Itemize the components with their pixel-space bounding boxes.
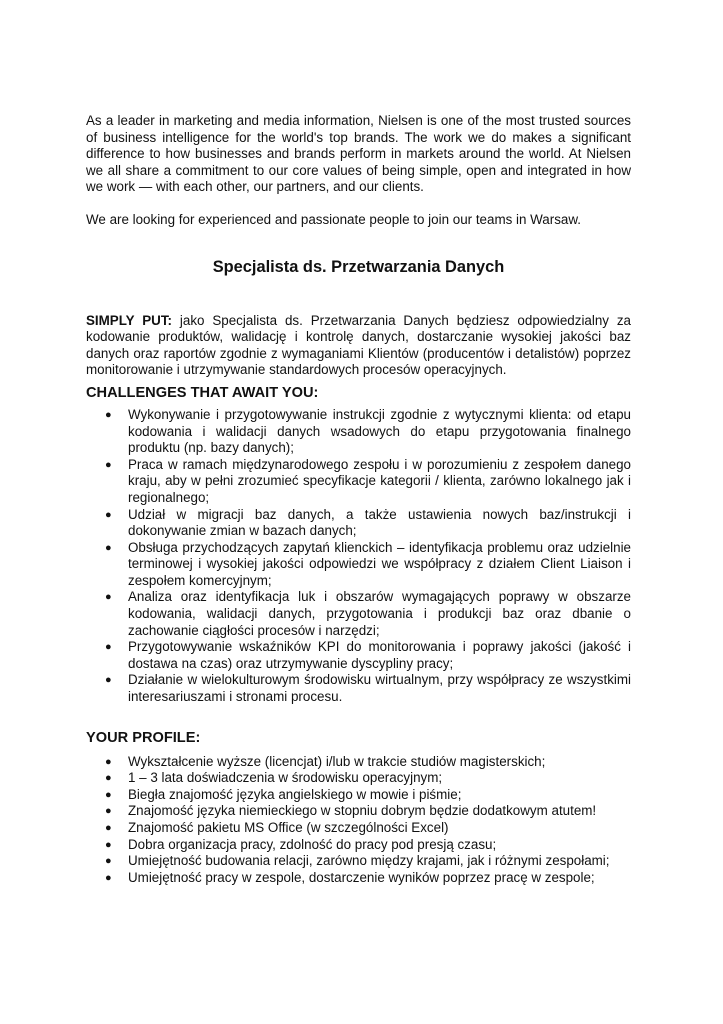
- list-item: [86, 787, 631, 804]
- list-item-text: Działanie w wielokulturowym środowisku wirtualnym, przy współpracy ze wszystkimi interesariuszami i stronami procesu.: [128, 672, 631, 705]
- list-item-text: Biegła znajomość języka angielskiego w mowie i piśmie;: [128, 786, 462, 802]
- list-item: [86, 457, 631, 507]
- challenges-heading: CHALLENGES THAT AWAIT YOU:: [86, 384, 319, 401]
- bullet-icon: ●: [105, 755, 112, 768]
- document-body: [86, 113, 631, 886]
- list-item: [86, 589, 631, 639]
- bullet-icon: ●: [105, 871, 112, 884]
- list-item-text: Umiejętność budowania relacji, zarówno między krajami, jak i różnymi zespołami;: [128, 853, 610, 869]
- list-item: [86, 770, 631, 787]
- bullet-icon: ●: [105, 458, 112, 471]
- job-title: Specjalista ds. Przetwarzania Danych: [212, 257, 505, 276]
- bullet-icon: ●: [105, 591, 112, 604]
- simply-put-text: jako Specjalista ds. Przetwarzania Danych będziesz odpowiedzialny za kodowanie produktów, walidację i kontrolę danych, dostarczanie wysokiej jakości baz danych oraz raportów zgodnie z wymaganiami Klientów (producentów i detalistów) poprzez monitorowanie i utrzymywanie standardowych procesów operacyjnych.: [86, 312, 631, 378]
- list-item-text: Udział w migracji baz danych, a także ustawienia nowych baz/instrukcji i dokonywanie zmian w bazach danych;: [128, 506, 631, 539]
- bullet-icon: ●: [105, 855, 112, 868]
- list-item: [86, 639, 631, 672]
- intro-paragraph: As a leader in marketing and media information, Nielsen is one of the most trusted sources of business intelligence for the world's top brands. The work we do makes a significant difference to how businesses and brands perform in markets around the world. At Nielsen we all share a commitment to our core values of being simple, open and integrated in how we work — with each other, our partners, and our clients.: [86, 113, 631, 195]
- list-item-text: Praca w ramach międzynarodowego zespołu i w porozumieniu z zespołem danego kraju, aby w pełni zrozumieć specyfikacje kategorii / klienta, zarówno lokalnego jak i regionalnego;: [128, 456, 631, 505]
- bullet-icon: ●: [105, 772, 112, 785]
- list-item-text: 1 – 3 lata doświadczenia w środowisku operacyjnym;: [128, 770, 443, 786]
- bullet-icon: ●: [105, 822, 112, 834]
- bullet-icon: ●: [105, 838, 112, 851]
- list-item-text: Przygotowywanie wskaźników KPI do monitorowania i poprawy jakości (jakość i dostawa na czas) oraz utrzymywanie dyscypliny pracy;: [128, 639, 631, 671]
- list-item-text: Wykonywanie i przygotowywanie instrukcji zgodnie z wytycznymi klienta: od etapu kodowania i walidacji danych wsadowych do etapu przygotowania finalnego produktu (np. bazy danych);: [128, 406, 631, 456]
- bullet-icon: ●: [105, 788, 112, 801]
- profile-heading: YOUR PROFILE:: [86, 729, 201, 746]
- bullet-icon: ●: [105, 805, 112, 818]
- list-item: [86, 507, 631, 540]
- list-item: [86, 853, 631, 870]
- bullet-icon: ●: [105, 541, 112, 554]
- profile-list: [86, 754, 631, 887]
- list-item-text: Analiza oraz identyfikacja luk i obszarów wymagających poprawy w obszarze kodowania, walidacji danych, przygotowania i produkcji baz oraz dbanie o zachowanie ciągłości procesów i narzędzi;: [128, 589, 631, 638]
- bullet-icon: ●: [105, 408, 112, 421]
- bullet-icon: ●: [105, 674, 112, 687]
- list-item-text: Obsługa przychodzących zapytań klienckich – identyfikacja problemu oraz udzielnie terminowej i wysokiej jakości odpowiedzi we współpracy z działem Client Liaison i zespołem komercyjnym;: [128, 539, 631, 588]
- list-item: [86, 870, 631, 887]
- list-item-text: Dobra organizacja pracy, zdolność do pracy pod presją czasu;: [128, 836, 497, 852]
- invite-paragraph: We are looking for experienced and passionate people to join our teams in Warsaw.: [86, 211, 581, 227]
- list-item-text: Znajomość języka niemieckiego w stopniu dobrym będzie dodatkowym atutem!: [128, 803, 597, 819]
- list-item-text: Umiejętność pracy w zespole, dostarczenie wyników poprzez pracę w zespole;: [128, 869, 595, 885]
- bullet-icon: ●: [105, 641, 112, 654]
- bullet-icon: ●: [105, 508, 112, 521]
- simply-put-lead: SIMPLY PUT:: [86, 312, 173, 328]
- list-item: [86, 803, 631, 820]
- list-item: [86, 540, 631, 590]
- list-item: [86, 407, 631, 457]
- list-item-text: Wykształcenie wyższe (licencjat) i/lub w trakcie studiów magisterskich;: [128, 753, 546, 769]
- list-item: [86, 820, 631, 837]
- list-item: [86, 672, 631, 705]
- list-item: [86, 754, 631, 771]
- challenges-list: [86, 407, 631, 706]
- list-item-text: Znajomość pakietu MS Office (w szczególności Excel): [128, 820, 449, 835]
- simply-put-paragraph: [86, 313, 631, 379]
- list-item: [86, 837, 631, 854]
